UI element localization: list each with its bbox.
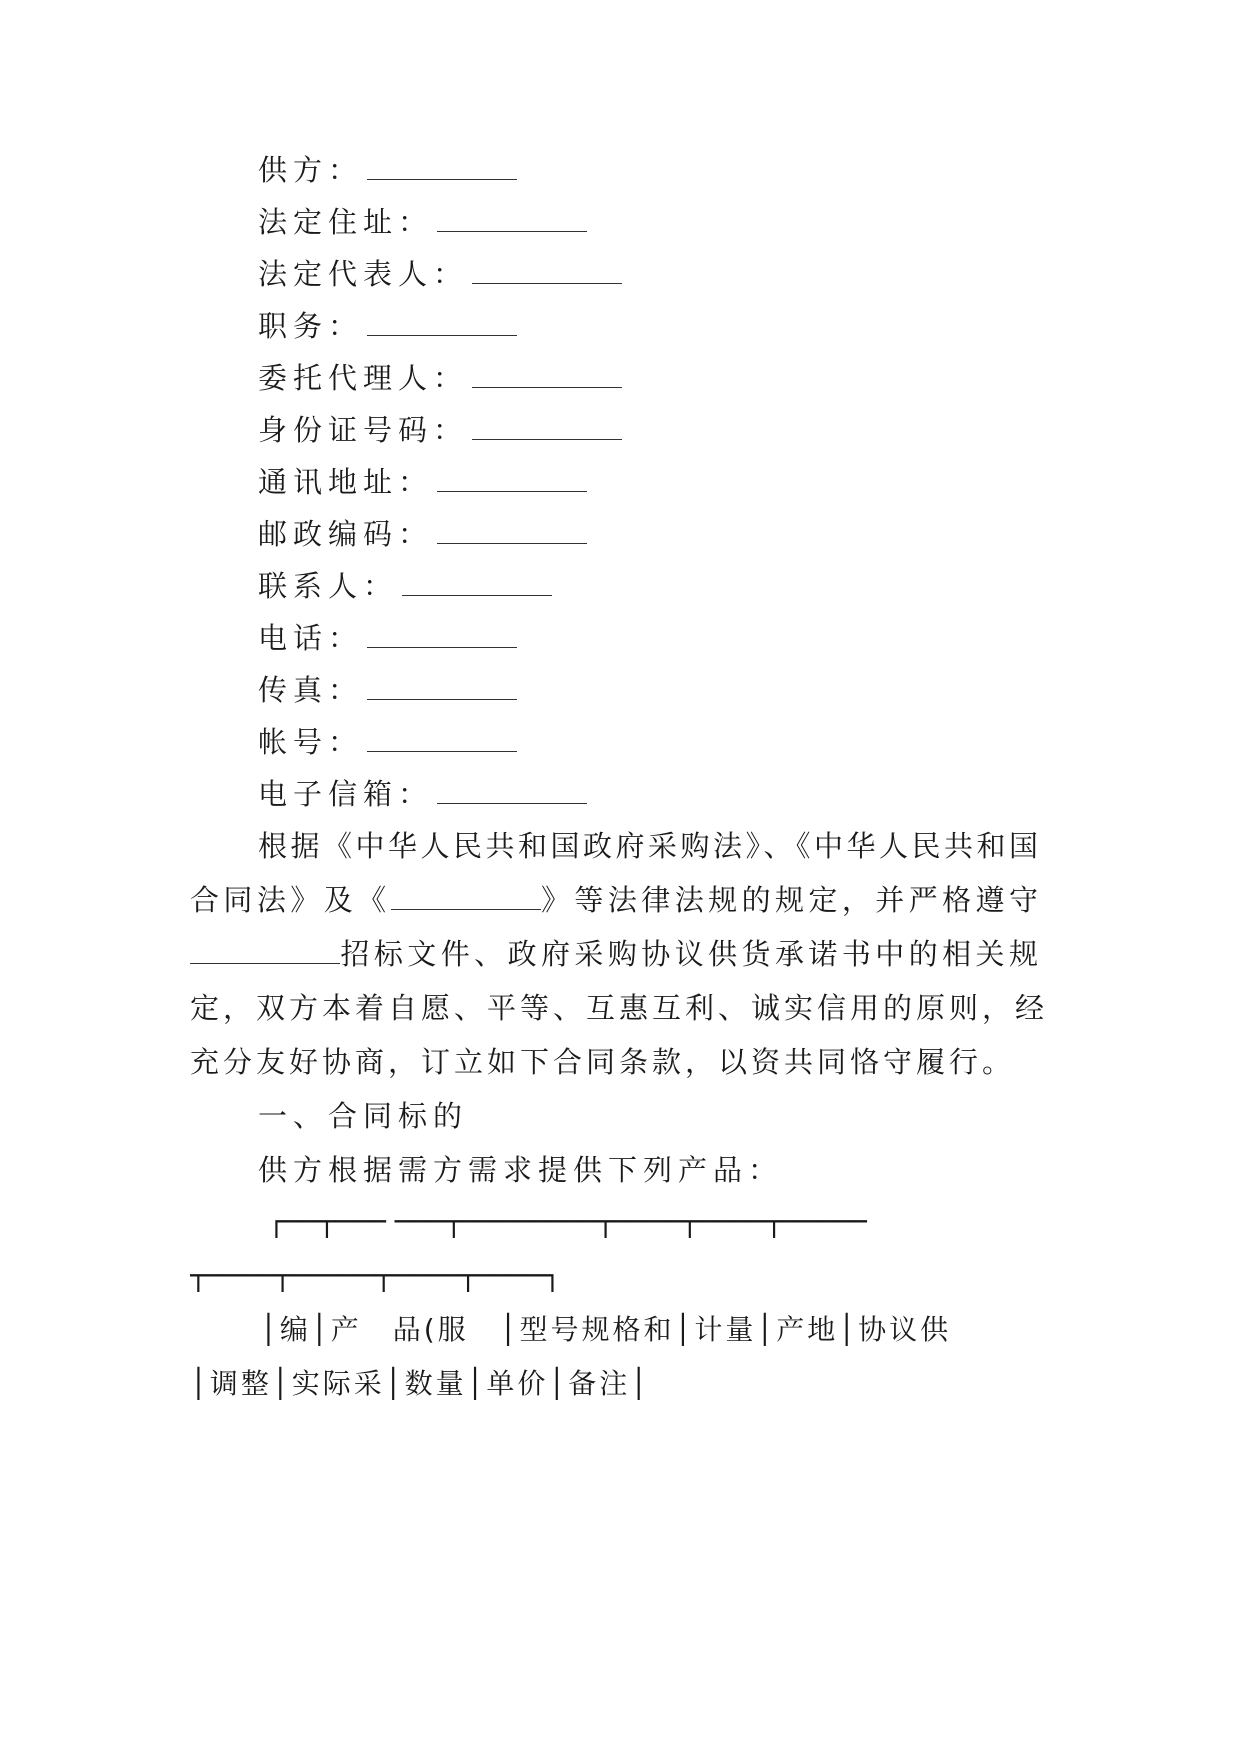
table-header-row: │调整│实际采│数量│单价│备注│	[190, 1367, 651, 1400]
field-label: 职务：	[258, 309, 364, 343]
field-label: 电子信箱：	[258, 777, 434, 811]
fill-blank[interactable]	[437, 781, 587, 804]
field-legal-representative	[258, 254, 622, 294]
field-label: 法定住址：	[258, 205, 434, 239]
table-header-row: │编│产 品(服 │型号规格和│计量│产地│协议供	[260, 1313, 952, 1346]
table-border-top: ┌──┬─── ───┬────────┬────┬────┬─────	[268, 1205, 867, 1238]
fill-blank[interactable]	[367, 157, 517, 180]
section-heading: 一、合同标的	[258, 1099, 469, 1133]
field-label: 电话：	[258, 621, 364, 655]
fill-blank[interactable]	[472, 417, 622, 440]
fill-blank[interactable]	[437, 469, 587, 492]
table-border-mid: ┬────┬─────┬────┬────┐	[190, 1259, 561, 1292]
field-id-number	[258, 410, 622, 450]
field-label: 委托代理人：	[258, 361, 469, 395]
paragraph-text: 合同法》及《	[190, 883, 391, 917]
paragraph-line-2	[190, 880, 1042, 920]
fill-blank[interactable]	[190, 941, 340, 964]
field-label: 身份证号码：	[258, 413, 469, 447]
field-postcode	[258, 514, 587, 554]
field-label: 供方：	[258, 153, 364, 187]
section-intro: 供方根据需方需求提供下列产品：	[258, 1153, 784, 1187]
fill-blank[interactable]	[367, 677, 517, 700]
paragraph-line-4: 定，双方本着自愿、平等、互惠互利、诚实信用的原则，经	[190, 991, 1049, 1025]
fill-blank[interactable]	[472, 261, 622, 284]
field-agent	[258, 358, 622, 398]
field-fax	[258, 670, 517, 710]
field-label: 传真：	[258, 673, 364, 707]
field-position	[258, 306, 517, 346]
fill-blank[interactable]	[437, 209, 587, 232]
field-contact	[258, 566, 552, 606]
field-mailing-address	[258, 462, 587, 502]
field-label: 邮政编码：	[258, 517, 434, 551]
field-label: 法定代表人：	[258, 257, 469, 291]
fill-blank[interactable]	[367, 625, 517, 648]
paragraph-line-5: 充分友好协商，订立如下合同条款，以资共同恪守履行。	[190, 1045, 1016, 1079]
field-supplier	[258, 150, 517, 190]
field-account	[258, 722, 517, 762]
field-label: 帐号：	[258, 725, 364, 759]
paragraph-text: 招标文件、政府采购协议供货承诺书中的相关规	[340, 937, 1042, 971]
fill-blank[interactable]	[402, 573, 552, 596]
field-phone	[258, 618, 517, 658]
fill-blank[interactable]	[472, 365, 622, 388]
paragraph-text: 》等法律法规的规定，并严格遵守	[540, 883, 1042, 917]
fill-blank[interactable]	[367, 729, 517, 752]
field-legal-address	[258, 202, 587, 242]
field-label: 联系人：	[258, 569, 399, 603]
fill-blank[interactable]	[437, 521, 587, 544]
paragraph-line-1: 根据《中华人民共和国政府采购法》、《中华人民共和国	[258, 829, 1040, 863]
field-label: 通讯地址：	[258, 465, 434, 499]
fill-blank[interactable]	[391, 887, 541, 910]
paragraph-line-3	[190, 934, 1042, 974]
field-email	[258, 774, 587, 814]
fill-blank[interactable]	[367, 313, 517, 336]
